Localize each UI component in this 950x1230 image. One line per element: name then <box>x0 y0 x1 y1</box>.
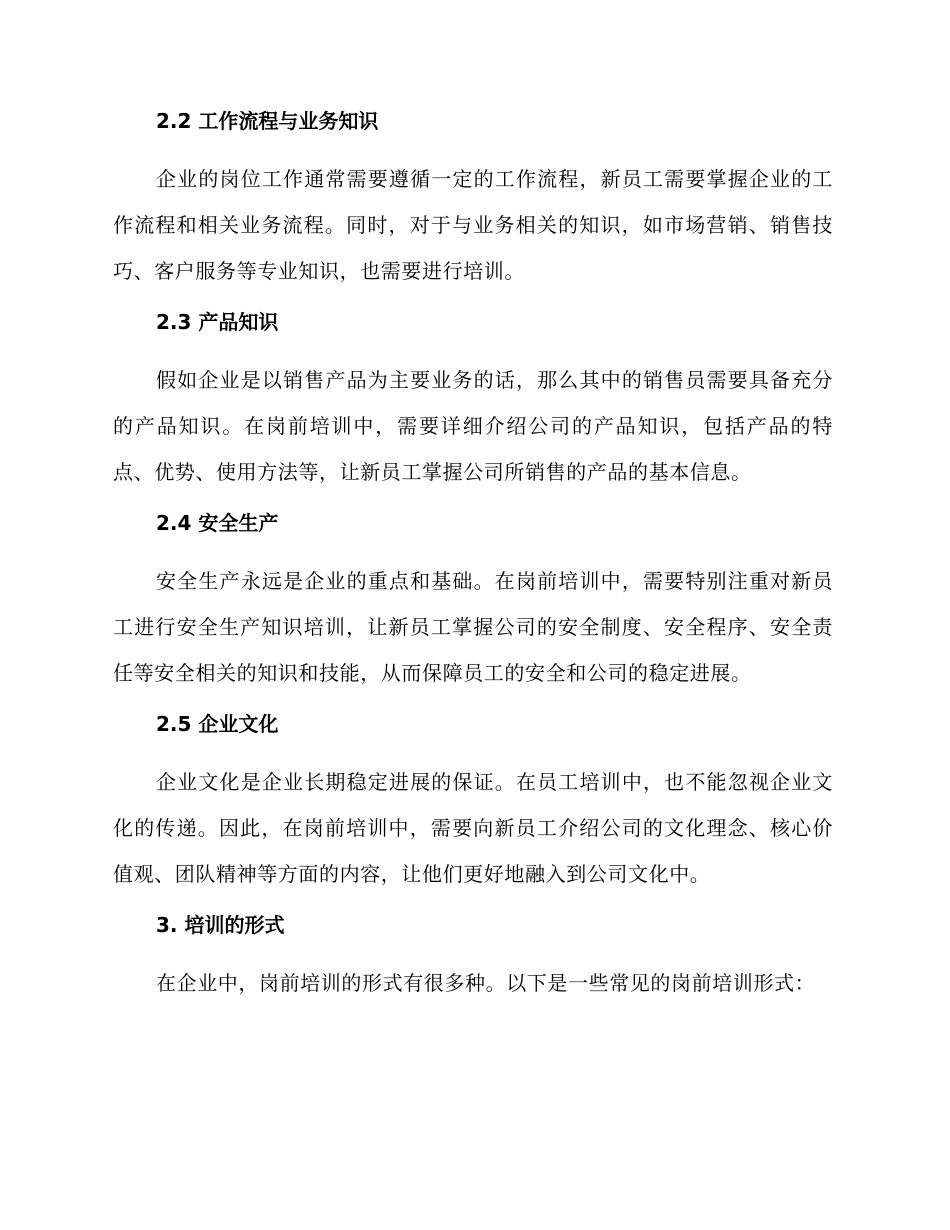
section-heading: 2.2 工作流程与业务知识 <box>156 109 379 133</box>
section-paragraph: 企业的岗位工作通常需要遵循一定的工作流程，新员工需要掌握企业的工作流程和相关业务流程。同时，对于与业务相关的知识，如市场营销、销售技巧、客户服务等专业知识，也需要进行培训。 <box>113 167 833 283</box>
document-body <box>113 106 833 1019</box>
section-paragraph: 假如企业是以销售产品为主要业务的话，那么其中的销售员需要具备充分的产品知识。在岗前培训中，需要详细介绍公司的产品知识，包括产品的特点、优势、使用方法等，让新员工掌握公司所销售的产品的基本信息。 <box>113 368 833 484</box>
section-heading: 2.4 安全生产 <box>156 511 279 535</box>
section-paragraph: 在企业中，岗前培训的形式有很多种。以下是一些常见的岗前培训形式： <box>156 971 816 995</box>
section-heading: 2.5 企业文化 <box>156 712 279 736</box>
section-paragraph: 企业文化是企业长期稳定进展的保证。在员工培训中，也不能忽视企业文化的传递。因此，在岗前培训中，需要向新员工介绍公司的文化理念、核心价值观、团队精神等方面的内容，让他们更好地融入到公司文化中。 <box>113 770 833 886</box>
section-heading: 3. 培训的形式 <box>156 913 285 937</box>
section-paragraph: 安全生产永远是企业的重点和基础。在岗前培训中，需要特别注重对新员工进行安全生产知识培训，让新员工掌握公司的安全制度、安全程序、安全责任等安全相关的知识和技能，从而保障员工的安全和公司的稳定进展。 <box>113 569 833 685</box>
section-heading: 2.3 产品知识 <box>156 310 279 334</box>
